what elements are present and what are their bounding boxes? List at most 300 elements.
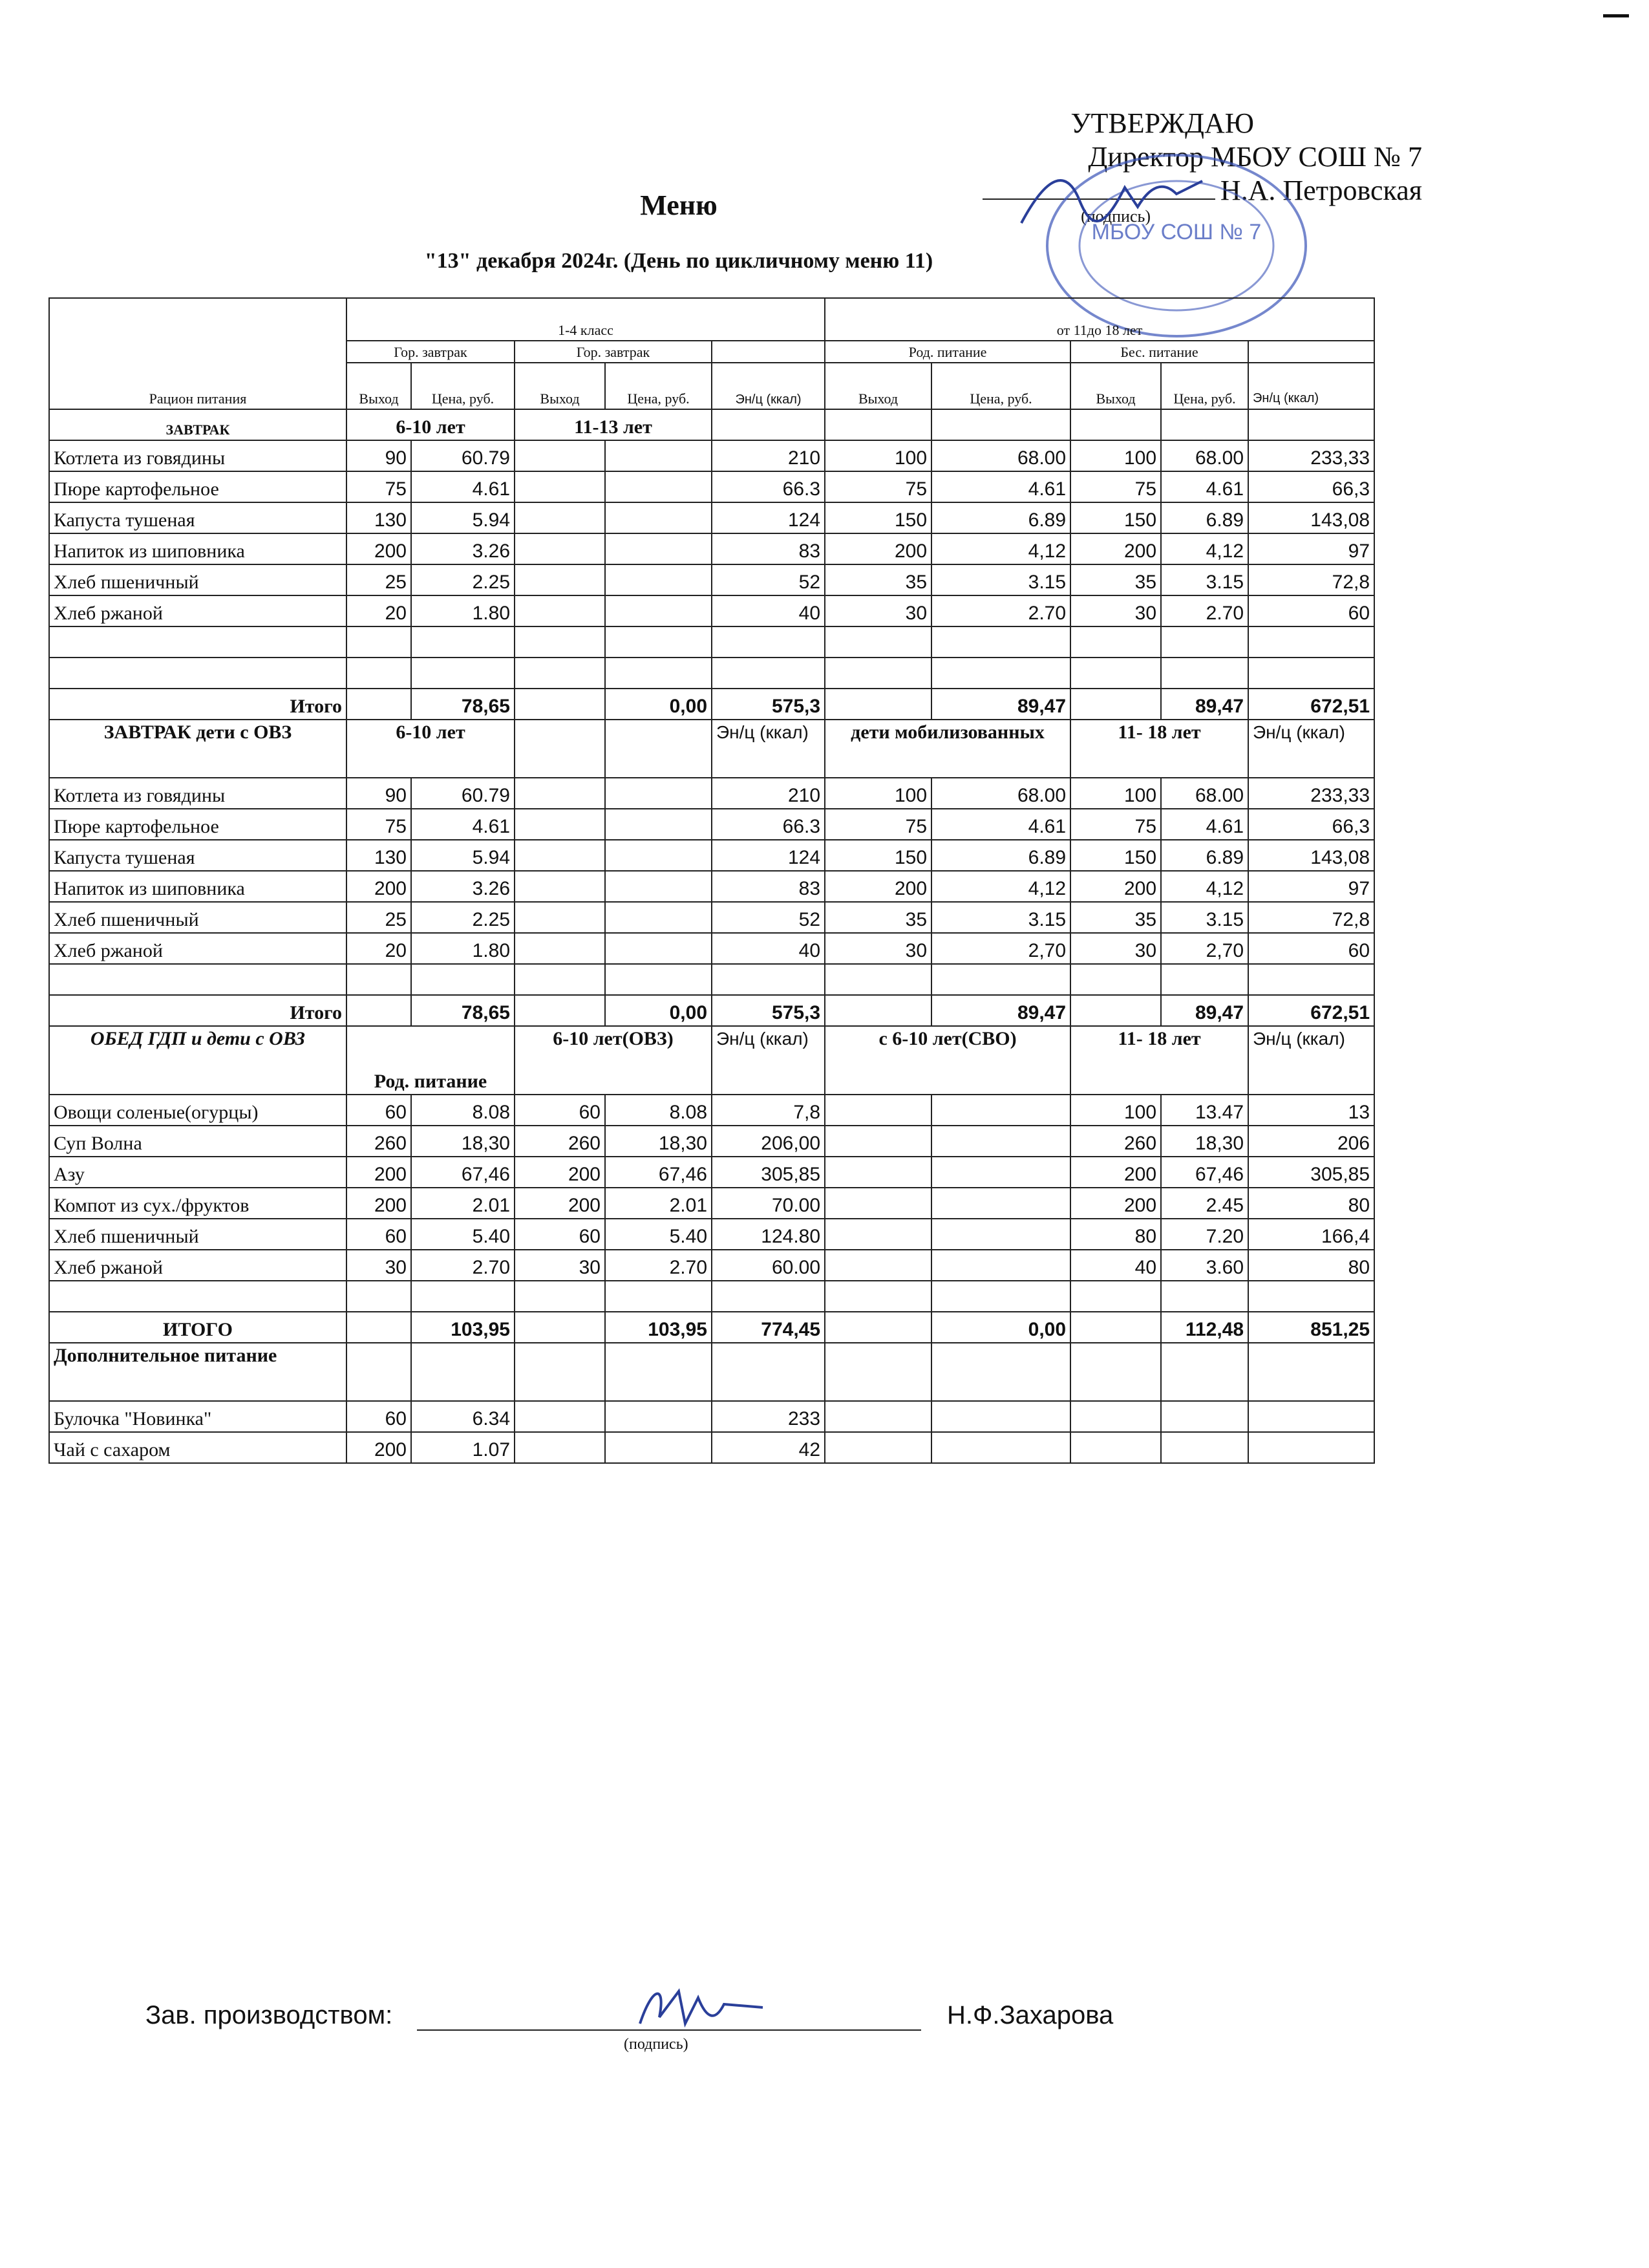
- dish-name: Напиток из шиповника: [49, 533, 346, 564]
- lunch-row: [49, 1095, 1374, 1126]
- cell-value: [605, 778, 712, 809]
- cell-value: [825, 1250, 931, 1281]
- cell-value: [825, 1219, 931, 1250]
- cell-value: 18,30: [1161, 1126, 1248, 1157]
- cell-value: 200: [1070, 1157, 1161, 1188]
- dish-name: Напиток из шиповника: [49, 871, 346, 902]
- cell-value: 13: [1248, 1095, 1374, 1126]
- cell-value: 72,8: [1248, 902, 1374, 933]
- cell-value: [931, 1157, 1070, 1188]
- cell-value: [1070, 1401, 1161, 1432]
- cell-value: 68.00: [1161, 440, 1248, 471]
- approval-signature-caption: (подпись): [1081, 207, 1151, 226]
- lunch-section-row: [49, 1026, 1374, 1095]
- cell-value: [825, 1401, 931, 1432]
- total-value: 575,3: [712, 689, 825, 720]
- header-out-1: Выход: [346, 363, 411, 409]
- cell-value: 1.80: [411, 595, 515, 626]
- lunch-rod-pitanie: Род. питание: [346, 1026, 515, 1095]
- breakfast-row: [49, 502, 1374, 533]
- cell-value: 52: [712, 902, 825, 933]
- lunch-age-2: 11- 18 лет: [1070, 1026, 1248, 1095]
- cell-value: 2.25: [411, 902, 515, 933]
- dish-name: Суп Волна: [49, 1126, 346, 1157]
- cell-value: 6.89: [931, 502, 1070, 533]
- cell-value: [515, 933, 605, 964]
- cell-value: 4.61: [931, 471, 1070, 502]
- ovz-section-row: [49, 720, 1374, 778]
- cell-value: 210: [712, 778, 825, 809]
- menu-table: [48, 297, 1375, 1464]
- cell-value: [931, 1219, 1070, 1250]
- header-bes-pitanie: Бес. питание: [1070, 341, 1248, 363]
- header-out-3: Выход: [825, 363, 931, 409]
- total-value: 0,00: [931, 1312, 1070, 1343]
- total-value: 672,51: [1248, 995, 1374, 1026]
- cell-value: [605, 871, 712, 902]
- cell-value: 13.47: [1161, 1095, 1248, 1126]
- cell-value: 1.07: [411, 1432, 515, 1463]
- breakfast-section-row: [49, 409, 1374, 440]
- total-value: [825, 995, 931, 1026]
- total-value: 89,47: [1161, 995, 1248, 1026]
- total-value: 672,51: [1248, 689, 1374, 720]
- cell-value: 143,08: [1248, 840, 1374, 871]
- cell-value: 2.70: [605, 1250, 712, 1281]
- cell-value: [931, 1126, 1070, 1157]
- cell-value: 2.01: [605, 1188, 712, 1219]
- cell-value: 4.61: [931, 809, 1070, 840]
- cell-value: 60.79: [411, 440, 515, 471]
- cell-value: [515, 778, 605, 809]
- footer-signature-caption: (подпись): [624, 2036, 688, 2053]
- cell-value: 30: [1070, 595, 1161, 626]
- cell-value: [1070, 1432, 1161, 1463]
- total-value: [1070, 1312, 1161, 1343]
- cell-value: [605, 1432, 712, 1463]
- cell-value: 40: [712, 595, 825, 626]
- lunch-age-1: 6-10 лет(ОВЗ): [515, 1026, 712, 1095]
- lunch-svo: с 6-10 лет(СВО): [825, 1026, 1070, 1095]
- cell-value: 260: [346, 1126, 411, 1157]
- breakfast-row: [49, 440, 1374, 471]
- cell-value: 40: [1070, 1250, 1161, 1281]
- total-value: [346, 995, 411, 1026]
- cell-value: 18,30: [605, 1126, 712, 1157]
- dish-name: Хлеб пшеничный: [49, 564, 346, 595]
- breakfast-empty-row: [49, 626, 1374, 658]
- cell-value: 206,00: [712, 1126, 825, 1157]
- lunch-row: [49, 1157, 1374, 1188]
- extra-label: Дополнительное питание: [49, 1343, 346, 1401]
- cell-value: 2,70: [1161, 933, 1248, 964]
- total-value: 89,47: [931, 995, 1070, 1026]
- cell-value: 200: [346, 533, 411, 564]
- cell-value: 200: [825, 871, 931, 902]
- cell-value: 166,4: [1248, 1219, 1374, 1250]
- dish-name: Азу: [49, 1157, 346, 1188]
- header-energy-1: Эн/ц (ккал): [712, 363, 825, 409]
- cell-value: [515, 440, 605, 471]
- header-out-2: Выход: [515, 363, 605, 409]
- dish-name: Овощи соленые(огурцы): [49, 1095, 346, 1126]
- cell-value: 3.15: [931, 902, 1070, 933]
- cell-value: 90: [346, 440, 411, 471]
- dish-name: Пюре картофельное: [49, 809, 346, 840]
- cell-value: 66.3: [712, 809, 825, 840]
- cell-value: [931, 1095, 1070, 1126]
- total-value: [515, 689, 605, 720]
- cell-value: 150: [825, 502, 931, 533]
- dish-name: Котлета из говядины: [49, 778, 346, 809]
- cell-value: 67,46: [411, 1157, 515, 1188]
- dish-name: Компот из сух./фруктов: [49, 1188, 346, 1219]
- cell-value: 67,46: [605, 1157, 712, 1188]
- cell-value: 4.61: [411, 809, 515, 840]
- cell-value: 68.00: [931, 778, 1070, 809]
- header-row-1: [49, 298, 1374, 341]
- cell-value: [605, 1401, 712, 1432]
- total-value: [515, 1312, 605, 1343]
- cell-value: 66,3: [1248, 471, 1374, 502]
- cell-value: [931, 1188, 1070, 1219]
- cell-value: 200: [346, 1157, 411, 1188]
- lunch-empty-row: [49, 1281, 1374, 1312]
- ovz-rows: [49, 778, 1374, 964]
- dish-name: Хлеб ржаной: [49, 933, 346, 964]
- header-age-11-18: от 11до 18 лет: [825, 298, 1374, 341]
- dish-name: Хлеб пшеничный: [49, 902, 346, 933]
- cell-value: 2,70: [931, 933, 1070, 964]
- cell-value: [825, 1157, 931, 1188]
- cell-value: [515, 840, 605, 871]
- total-value: 0,00: [605, 995, 712, 1026]
- cell-value: 97: [1248, 533, 1374, 564]
- cell-value: 67,46: [1161, 1157, 1248, 1188]
- cell-value: 75: [1070, 809, 1161, 840]
- cell-value: 7,8: [712, 1095, 825, 1126]
- cell-value: 2.70: [931, 595, 1070, 626]
- cell-value: 1.80: [411, 933, 515, 964]
- ovz-energy-2: Эн/ц (ккал): [1248, 720, 1374, 778]
- cell-value: 75: [825, 471, 931, 502]
- extra-rows: [49, 1401, 1374, 1463]
- cell-value: 130: [346, 840, 411, 871]
- cell-value: 6.89: [1161, 840, 1248, 871]
- cell-value: 233,33: [1248, 778, 1374, 809]
- cell-value: 4.61: [411, 471, 515, 502]
- cell-value: 68.00: [1161, 778, 1248, 809]
- cell-value: 3.60: [1161, 1250, 1248, 1281]
- dish-name: Хлеб ржаной: [49, 1250, 346, 1281]
- total-value: [825, 1312, 931, 1343]
- cell-value: 72,8: [1248, 564, 1374, 595]
- total-label: Итого: [49, 995, 346, 1026]
- cell-value: 233: [712, 1401, 825, 1432]
- ovz-age-2: 11- 18 лет: [1070, 720, 1248, 778]
- cell-value: 100: [1070, 440, 1161, 471]
- breakfast-row: [49, 471, 1374, 502]
- dish-name: Чай с сахаром: [49, 1432, 346, 1463]
- cell-value: [515, 595, 605, 626]
- breakfast-age-1: 6-10 лет: [346, 409, 515, 440]
- cell-value: 124.80: [712, 1219, 825, 1250]
- cell-value: [1248, 1432, 1374, 1463]
- cell-value: 6.34: [411, 1401, 515, 1432]
- cell-value: 233,33: [1248, 440, 1374, 471]
- cell-value: [515, 871, 605, 902]
- total-label: Итого: [49, 689, 346, 720]
- cell-value: 4,12: [1161, 533, 1248, 564]
- breakfast-label: ЗАВТРАК: [49, 409, 346, 440]
- cell-value: 8.08: [411, 1095, 515, 1126]
- cell-value: 80: [1070, 1219, 1161, 1250]
- header-out-4: Выход: [1070, 363, 1161, 409]
- cell-value: [825, 1432, 931, 1463]
- cell-value: 75: [1070, 471, 1161, 502]
- cell-value: 210: [712, 440, 825, 471]
- total-value: 851,25: [1248, 1312, 1374, 1343]
- cell-value: 3.15: [931, 564, 1070, 595]
- cell-value: 35: [1070, 564, 1161, 595]
- cell-value: 60: [515, 1219, 605, 1250]
- cell-value: 3.15: [1161, 564, 1248, 595]
- cell-value: 90: [346, 778, 411, 809]
- cell-value: [605, 564, 712, 595]
- lunch-label: ОБЕД ГДП и дети с ОВЗ: [49, 1026, 346, 1095]
- total-value: 78,65: [411, 995, 515, 1026]
- cell-value: [825, 1188, 931, 1219]
- header-gor-breakfast-1: Гор. завтрак: [346, 341, 515, 363]
- cell-value: [515, 564, 605, 595]
- cell-value: 52: [712, 564, 825, 595]
- total-value: 103,95: [605, 1312, 712, 1343]
- cell-value: 8.08: [605, 1095, 712, 1126]
- cell-value: 83: [712, 871, 825, 902]
- extra-row: [49, 1432, 1374, 1463]
- cell-value: [931, 1432, 1070, 1463]
- cell-value: 60: [515, 1095, 605, 1126]
- cell-value: 75: [346, 471, 411, 502]
- cell-value: [1161, 1401, 1248, 1432]
- cell-value: 100: [1070, 1095, 1161, 1126]
- cell-value: [515, 533, 605, 564]
- extra-section-row: [49, 1343, 1374, 1401]
- cell-value: 30: [825, 933, 931, 964]
- cell-value: 200: [515, 1157, 605, 1188]
- breakfast-empty-row: [49, 658, 1374, 689]
- dish-name: Хлеб пшеничный: [49, 1219, 346, 1250]
- cell-value: 6.89: [931, 840, 1070, 871]
- ovz-age-1: 6-10 лет: [346, 720, 515, 778]
- cell-value: 75: [825, 809, 931, 840]
- ovz-total-row: [49, 995, 1374, 1026]
- cell-value: 68.00: [931, 440, 1070, 471]
- cell-value: 2.70: [1161, 595, 1248, 626]
- cell-value: 200: [346, 871, 411, 902]
- seal-text: МБОУ СОШ № 7: [1091, 220, 1262, 244]
- cell-value: 83: [712, 533, 825, 564]
- dish-name: Хлеб ржаной: [49, 595, 346, 626]
- total-value: [515, 995, 605, 1026]
- cell-value: 60: [346, 1401, 411, 1432]
- cell-value: 25: [346, 902, 411, 933]
- cell-value: 60: [346, 1219, 411, 1250]
- cell-value: 100: [825, 440, 931, 471]
- total-value: 89,47: [931, 689, 1070, 720]
- cell-value: [825, 1095, 931, 1126]
- page-title: Меню: [640, 189, 718, 221]
- header-price-2: Цена, руб.: [605, 363, 712, 409]
- dish-name: Капуста тушеная: [49, 840, 346, 871]
- breakfast-row: [49, 595, 1374, 626]
- header-energy-2: Эн/ц (ккал): [1248, 363, 1374, 409]
- cell-value: 206: [1248, 1126, 1374, 1157]
- cell-value: 66,3: [1248, 809, 1374, 840]
- cell-value: 2.25: [411, 564, 515, 595]
- lunch-energy-1: Эн/ц (ккал): [712, 1026, 825, 1095]
- cell-value: [515, 502, 605, 533]
- cell-value: 20: [346, 933, 411, 964]
- cell-value: 66.3: [712, 471, 825, 502]
- cell-value: 305,85: [1248, 1157, 1374, 1188]
- cell-value: 75: [346, 809, 411, 840]
- cell-value: [1161, 1432, 1248, 1463]
- cell-value: 60: [1248, 933, 1374, 964]
- extra-row: [49, 1401, 1374, 1432]
- lunch-row: [49, 1219, 1374, 1250]
- cell-value: 260: [1070, 1126, 1161, 1157]
- total-value: 89,47: [1161, 689, 1248, 720]
- cell-value: 200: [346, 1188, 411, 1219]
- cell-value: 5.40: [411, 1219, 515, 1250]
- cell-value: 200: [1070, 533, 1161, 564]
- cell-value: 4,12: [931, 533, 1070, 564]
- cell-value: 20: [346, 595, 411, 626]
- header-rod-pitanie: Род. питание: [825, 341, 1070, 363]
- cell-value: 40: [712, 933, 825, 964]
- cell-value: [515, 809, 605, 840]
- cell-value: 6.89: [1161, 502, 1248, 533]
- cell-value: 35: [825, 902, 931, 933]
- cell-value: 30: [1070, 933, 1161, 964]
- total-value: [1070, 995, 1161, 1026]
- cell-value: 30: [515, 1250, 605, 1281]
- ovz-row: [49, 840, 1374, 871]
- cell-value: 260: [515, 1126, 605, 1157]
- cell-value: [931, 1250, 1070, 1281]
- total-value: [346, 1312, 411, 1343]
- cell-value: [605, 440, 712, 471]
- cell-value: 5.94: [411, 840, 515, 871]
- cell-value: 4,12: [1161, 871, 1248, 902]
- total-value: 774,45: [712, 1312, 825, 1343]
- cell-value: [515, 902, 605, 933]
- cell-value: 100: [1070, 778, 1161, 809]
- ovz-mobilized: дети мобилизованных: [825, 720, 1070, 778]
- footer-name: Н.Ф.Захарова: [947, 2001, 1114, 2029]
- ovz-row: [49, 809, 1374, 840]
- corner-mark: [1603, 14, 1629, 17]
- header-price-4: Цена, руб.: [1161, 363, 1248, 409]
- cell-value: 200: [515, 1188, 605, 1219]
- cell-value: 3.26: [411, 871, 515, 902]
- header-grade-1-4: 1-4 класс: [346, 298, 825, 341]
- header-gor-breakfast-2: Гор. завтрак: [515, 341, 712, 363]
- cell-value: 60: [1248, 595, 1374, 626]
- cell-value: 5.94: [411, 502, 515, 533]
- cell-value: 3.15: [1161, 902, 1248, 933]
- ovz-label: ЗАВТРАК дети с ОВЗ: [49, 720, 346, 778]
- cell-value: 124: [712, 840, 825, 871]
- cell-value: 200: [1070, 1188, 1161, 1219]
- cell-value: [825, 1126, 931, 1157]
- cell-value: [605, 595, 712, 626]
- cell-value: 305,85: [712, 1157, 825, 1188]
- breakfast-row: [49, 533, 1374, 564]
- cell-value: [605, 840, 712, 871]
- cell-value: 5.40: [605, 1219, 712, 1250]
- total-value: [1070, 689, 1161, 720]
- cell-value: 80: [1248, 1250, 1374, 1281]
- total-value: 575,3: [712, 995, 825, 1026]
- cell-value: 4,12: [931, 871, 1070, 902]
- cell-value: 97: [1248, 871, 1374, 902]
- cell-value: 2.45: [1161, 1188, 1248, 1219]
- ovz-row: [49, 902, 1374, 933]
- ovz-empty-row: [49, 964, 1374, 995]
- cell-value: 80: [1248, 1188, 1374, 1219]
- cell-value: 150: [1070, 840, 1161, 871]
- production-head-signature-icon: [621, 1972, 776, 2043]
- page-subtitle: "13" декабря 2024г. (День по цикличному меню 11): [424, 249, 933, 273]
- cell-value: [1248, 1401, 1374, 1432]
- cell-value: 35: [1070, 902, 1161, 933]
- header-ration: Рацион питания: [49, 298, 346, 409]
- breakfast-age-2: 11-13 лет: [515, 409, 712, 440]
- total-value: [825, 689, 931, 720]
- cell-value: 150: [825, 840, 931, 871]
- cell-value: 35: [825, 564, 931, 595]
- dish-name: Булочка "Новинка": [49, 1401, 346, 1432]
- cell-value: [605, 933, 712, 964]
- cell-value: [605, 502, 712, 533]
- approval-position: Директор МБОУ СОШ № 7: [1088, 141, 1422, 173]
- lunch-energy-2: Эн/ц (ккал): [1248, 1026, 1374, 1095]
- ovz-row: [49, 871, 1374, 902]
- cell-value: [515, 471, 605, 502]
- ovz-row: [49, 933, 1374, 964]
- cell-value: 60: [346, 1095, 411, 1126]
- cell-value: [515, 1432, 605, 1463]
- cell-value: 200: [1070, 871, 1161, 902]
- cell-value: [931, 1401, 1070, 1432]
- cell-value: 2.70: [411, 1250, 515, 1281]
- cell-value: 2.01: [411, 1188, 515, 1219]
- total-value: 0,00: [605, 689, 712, 720]
- breakfast-row: [49, 564, 1374, 595]
- total-value: 112,48: [1161, 1312, 1248, 1343]
- lunch-rows: [49, 1095, 1374, 1281]
- breakfast-total-row: [49, 689, 1374, 720]
- lunch-row: [49, 1188, 1374, 1219]
- approval-title: УТВЕРЖДАЮ: [1070, 107, 1254, 139]
- dish-name: Капуста тушеная: [49, 502, 346, 533]
- cell-value: 70.00: [712, 1188, 825, 1219]
- cell-value: 200: [825, 533, 931, 564]
- lunch-row: [49, 1126, 1374, 1157]
- cell-value: [605, 809, 712, 840]
